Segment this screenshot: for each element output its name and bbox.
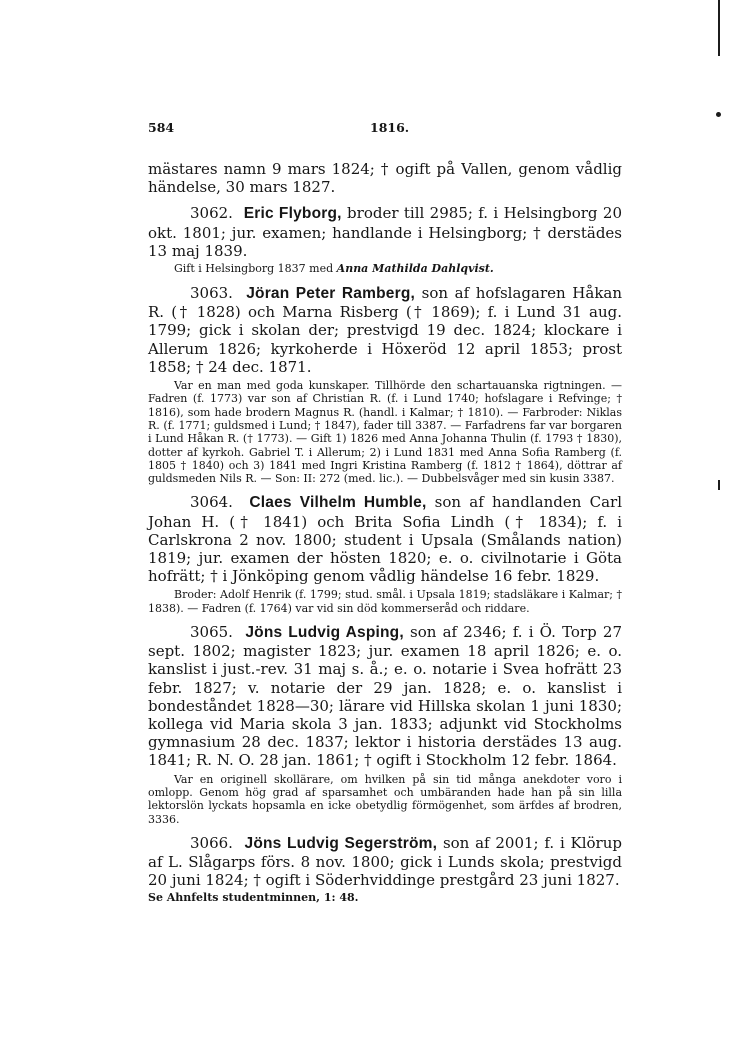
header-year: 1816. (370, 120, 410, 135)
page-edge-line (718, 0, 720, 56)
entry-3063 (148, 284, 622, 376)
entry-3062 (148, 204, 622, 260)
page-edge-dot (716, 112, 721, 117)
entry-number: 3066. (190, 833, 233, 852)
entry-3064 (148, 493, 622, 585)
entry-body: son af handlanden Carl Johan H. († 1841) och Brita Sofia Lindh († 1834); f. i Carlskrona 2 nov. 1800; student i Upsala (Smålands nation) 1819; jur. examen der hösten 1820; e. o. civilnotarie i Göta hofrätt; † i Jönköping genom vådlig händelse 16 febr. 1829. (148, 493, 622, 586)
spouse-name: Anna Mathilda Dahlqvist. (336, 262, 494, 276)
entry-number: 3062. (190, 204, 233, 223)
document-page (148, 120, 622, 905)
entry-3066 (148, 834, 622, 890)
entry-name: Jöran Peter Ramberg, (246, 285, 415, 303)
page-edge-mark (718, 480, 720, 490)
entry-name: Eric Flyborg, (243, 205, 342, 223)
page-number: 584 (148, 120, 175, 135)
entry-3065 (148, 623, 622, 770)
entry-number: 3063. (190, 284, 233, 303)
entry-3062-marriage: Gift i Helsingborg 1837 med Anna Mathilda Dahlqvist. (174, 262, 494, 276)
entry-3065-note: Var en originell skollärare, om hvilken på sin tid många anekdoter voro i omlopp. Genom hög grad af sparsamhet och umbäranden hade han på sin lilla lektorslön lyckats hopsamla en icke obetydlig förmögenhet, som ärfdes af brodren, 3336. (148, 772, 622, 826)
entry-body: son af 2346; f. i Ö. Torp 27 sept. 1802; magister 1823; jur. examen 18 april 1826; e. o. kanslist i just.-rev. 31 maj s. å.; e. o. notarie i Svea hofrätt 23 febr. 1827; v. notarie der 29 jan. 1828; e. o. kanslist i bondeståndet 1828—30; lärare vid Hillska skolan 1 juni 1830; kollega vid Maria skola 3 jan. 1833; adjunkt vid Stockholms gymnasium 28 dec. 1837; lektor i historia derstädes 13 aug. 1841; R. N. O. 28 jan. 1861; † ogift i Stockholm 12 febr. 1864. (148, 623, 622, 770)
entry-3064-note: Broder: Adolf Henrik (f. 1799; stud. smål. i Upsala 1819; stadsläkare i Kalmar; † 1838). — Fadren (f. 1764) var vid sin död kommerseråd och riddare. (148, 588, 622, 615)
running-header (148, 120, 622, 140)
entry-body: son af hofslagaren Håkan R. († 1828) och Marna Risberg († 1869); f. i Lund 31 aug. 1799; gick i skolan der; prestvigd 19 dec. 1824; klockare i Allerum 1826; kyrkoherde i Höxeröd 12 april 1853; prost 1858; † 24 dec. 1871. (148, 284, 623, 376)
entries-text (148, 160, 622, 905)
entry-name: Jöns Ludvig Asping, (245, 624, 404, 642)
entry-number: 3064. (190, 493, 233, 512)
entry-continuation: mästares namn 9 mars 1824; † ogift på Vallen, genom vådlig händelse, 30 mars 1827. (148, 160, 622, 197)
entry-name: Claes Vilhelm Humble, (249, 494, 427, 512)
entry-body: broder till 2985; f. i Helsingborg 20 okt. 1801; jur. examen; handlande i Helsingborg; † derstädes 13 maj 1839. (148, 204, 622, 260)
entry-3066-source: Se Ahnfelts studentminnen, 1: 48. (148, 891, 359, 905)
entry-name: Jöns Ludvig Segerström, (244, 834, 438, 852)
entry-body: son af 2001; f. i Klörup af L. Slågarps förs. 8 nov. 1800; gick i Lunds skola; prestvigd 20 juni 1824; † ogift i Söderhviddinge prestgård 23 juni 1827. (148, 833, 622, 890)
entry-number: 3065. (190, 623, 233, 642)
entry-3063-note: Var en man med goda kunskaper. Tillhörde den schartauanska rigtningen. — Fadren (f. 1773) var son af Christian R. (f. i Lund 1740; hofslagare i Refvinge; † 1816), som hade brodern Magnus R. (handl. i Kalmar; † 1810). — Farbroder: Niklas R. (f. 1771; guldsmed i Lund; † 1847), fader till 3387. — Farfadrens far var borgaren i Lund Håkan R. († 1773). — Gift 1) 1826 med Anna Johanna Thulin (f. 1793 † 1830), dotter af kyrkoh. Gabriel T. i Allerum; 2) i Lund 1831 med Anna Sofia Ramberg (f. 1805 † 1840) och 3) 1841 med Ingri Kristina Ramberg (f. 1812 † 1864), döttrar af guldsmeden Nils R. — Son: II: 272 (med. lic.). — Dubbelsvåger med sin kusin 3387. (148, 379, 622, 486)
